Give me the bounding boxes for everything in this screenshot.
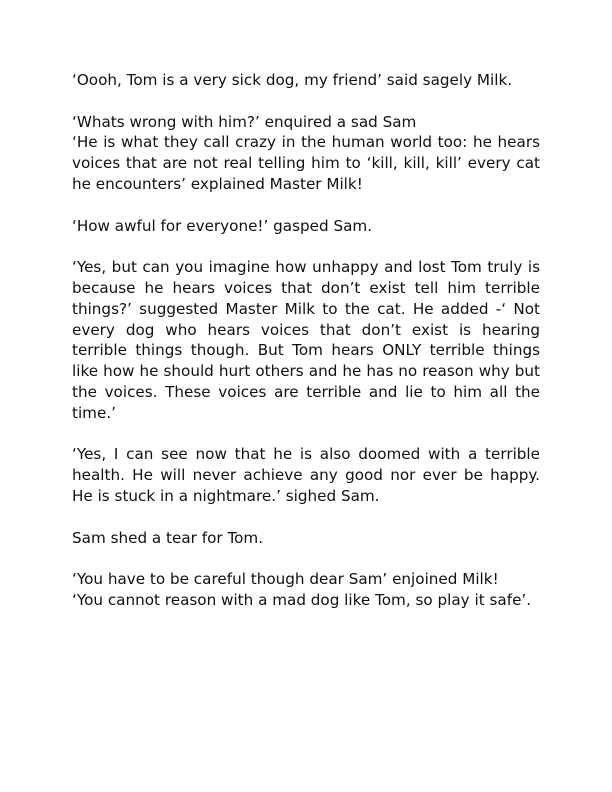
paragraph-5: ‘Yes, but can you imagine how unhappy and lost Tom truly is because he hears voices that don’t exist tell him terrible things?’ suggested Master Milk to the cat. He added -‘ Not every dog who hears voices that don’t exist is hearing terrible things though. But Tom hears ONLY terrible things like how he should hurt others and he has no reason why but the voices. These voices are terrible and lie to him all the time.’	[72, 258, 540, 422]
paragraph-9: ‘You cannot reason with a mad dog like Tom, so play it safe’.	[72, 590, 532, 609]
paragraph-6: ‘Yes, I can see now that he is also doomed with a terrible health. He will never achieve any good nor ever be happy. He is stuck in a nightmare.’ sighed Sam.	[72, 445, 540, 505]
paragraph-8: ‘You have to be careful though dear Sam’ enjoined Milk!	[72, 570, 499, 589]
story-text	[72, 70, 540, 611]
paragraph-1: ‘Oooh, Tom is a very sick dog, my friend’ said sagely Milk.	[72, 71, 513, 89]
paragraph-3: ‘He is what they call crazy in the human world too: he hears voices that are not real telling him to ‘kill, kill, kill’ every cat he encounters’ explained Master Milk!	[72, 133, 540, 193]
paragraph-4: ‘How awful for everyone!’ gasped Sam.	[72, 216, 373, 235]
paragraph-7: Sam shed a tear for Tom.	[72, 528, 264, 547]
paragraph-2: ‘Whats wrong with him?’ enquired a sad Sam	[72, 112, 417, 131]
